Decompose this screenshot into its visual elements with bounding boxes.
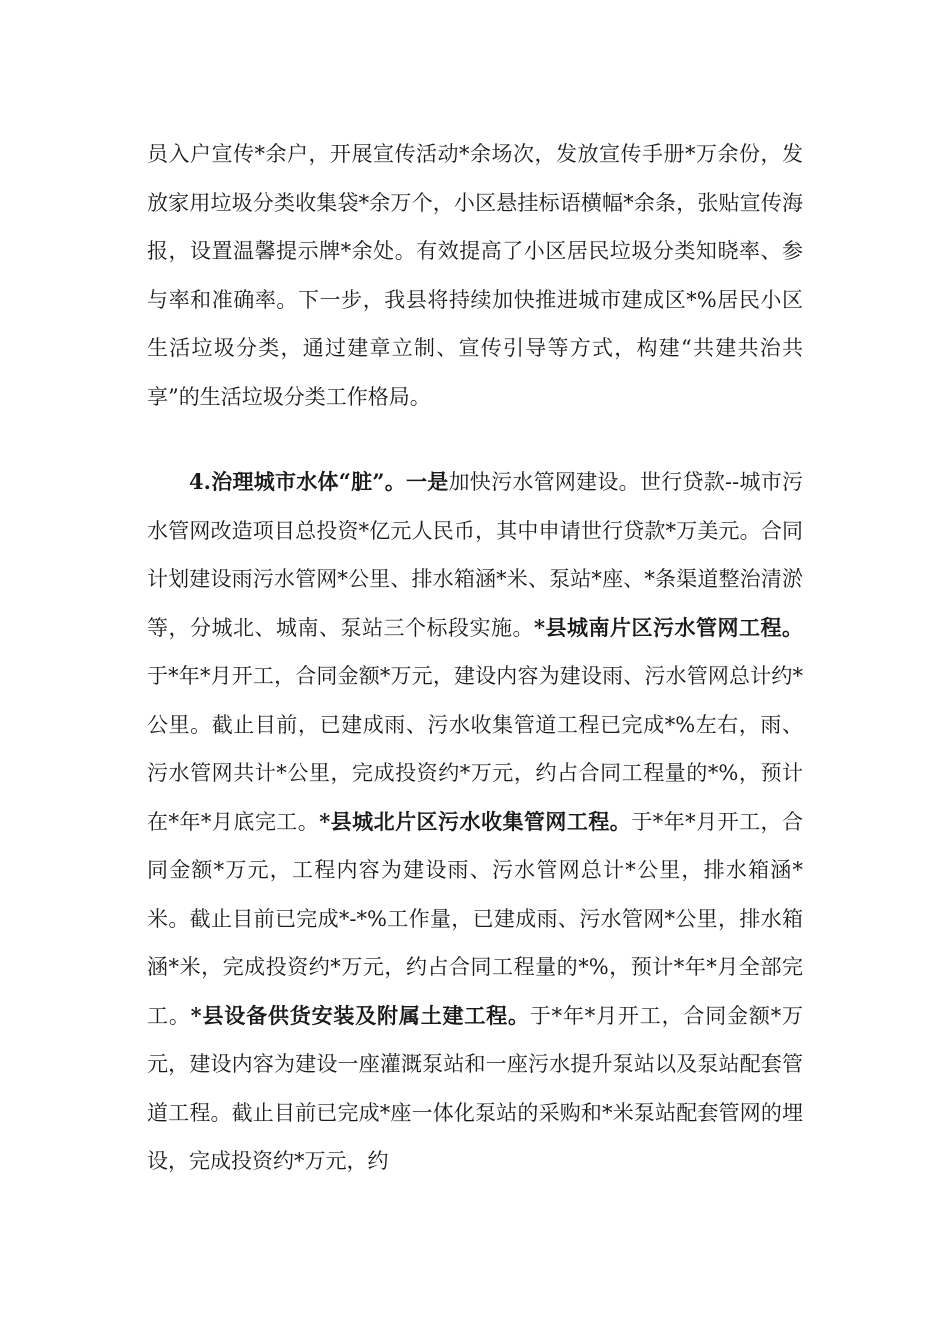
text-run: 于*年*月开工，合同金额*万元，建设内容为建设雨、污水管网总计约*公里。截止目前，已建成雨、污水收集管道工程已完成*%左右，雨、污水管网共计*公里，完成投资约*万元，约占合同工程量的*%，预计在*年*月底完工。: [147, 664, 803, 834]
section-heading: 4.治理城市水体“脏”。一是: [189, 469, 449, 494]
text-run: 加快污水管网建设。世行贷款--城市污水管网改造项目总投资*亿元人民币，其中申请世行贷款*万美元。合同计划建设雨污水管网*公里、排水箱涵*米、泵站*座、*条渠道整治清淤等，分城北、城南、泵站三个标段实施。: [147, 470, 803, 640]
text-run: 于*年*月开工，合同金额*万元，建设内容为建设一座灌溉泵站和一座污水提升泵站以及泵站配套管道工程。截止目前已完成*座一体化泵站的采购和*米泵站配套管网的埋设，完成投资约*万元，约: [147, 1003, 804, 1173]
project-title-south: *县城南片区污水管网工程。: [534, 614, 804, 640]
text-run: 于*年*月开工，合同金额*万元，工程内容为建设雨、污水管网总计*公里，排水箱涵*米。截止目前已完成*-*%工作量，已建成雨、污水管网*公里，排水箱涵*米，完成投资约*万元，约占合同工程量的*%，预计*年*月全部完工。: [147, 809, 804, 1028]
project-title-equipment: *县设备供货安装及附属土建工程。: [190, 1002, 530, 1028]
project-title-north: *县城北片区污水收集管网工程。: [319, 808, 632, 834]
paragraph-water-governance: [147, 458, 803, 1186]
text-run: 员入户宣传*余户，开展宣传活动*余场次，发放宣传手册*万余份，发放家用垃圾分类收集袋*余万个，小区悬挂标语横幅*余条，张贴宣传海报，设置温馨提示牌*余处。有效提高了小区居民垃圾分类知晓率、参与率和准确率。下一步，我县将持续加快推进城市建成区*%居民小区生活垃圾分类，通过建章立制、宣传引导等方式，构建“共建共治共享”的生活垃圾分类工作格局。: [147, 142, 803, 409]
paragraph-waste-sorting: [147, 130, 803, 422]
